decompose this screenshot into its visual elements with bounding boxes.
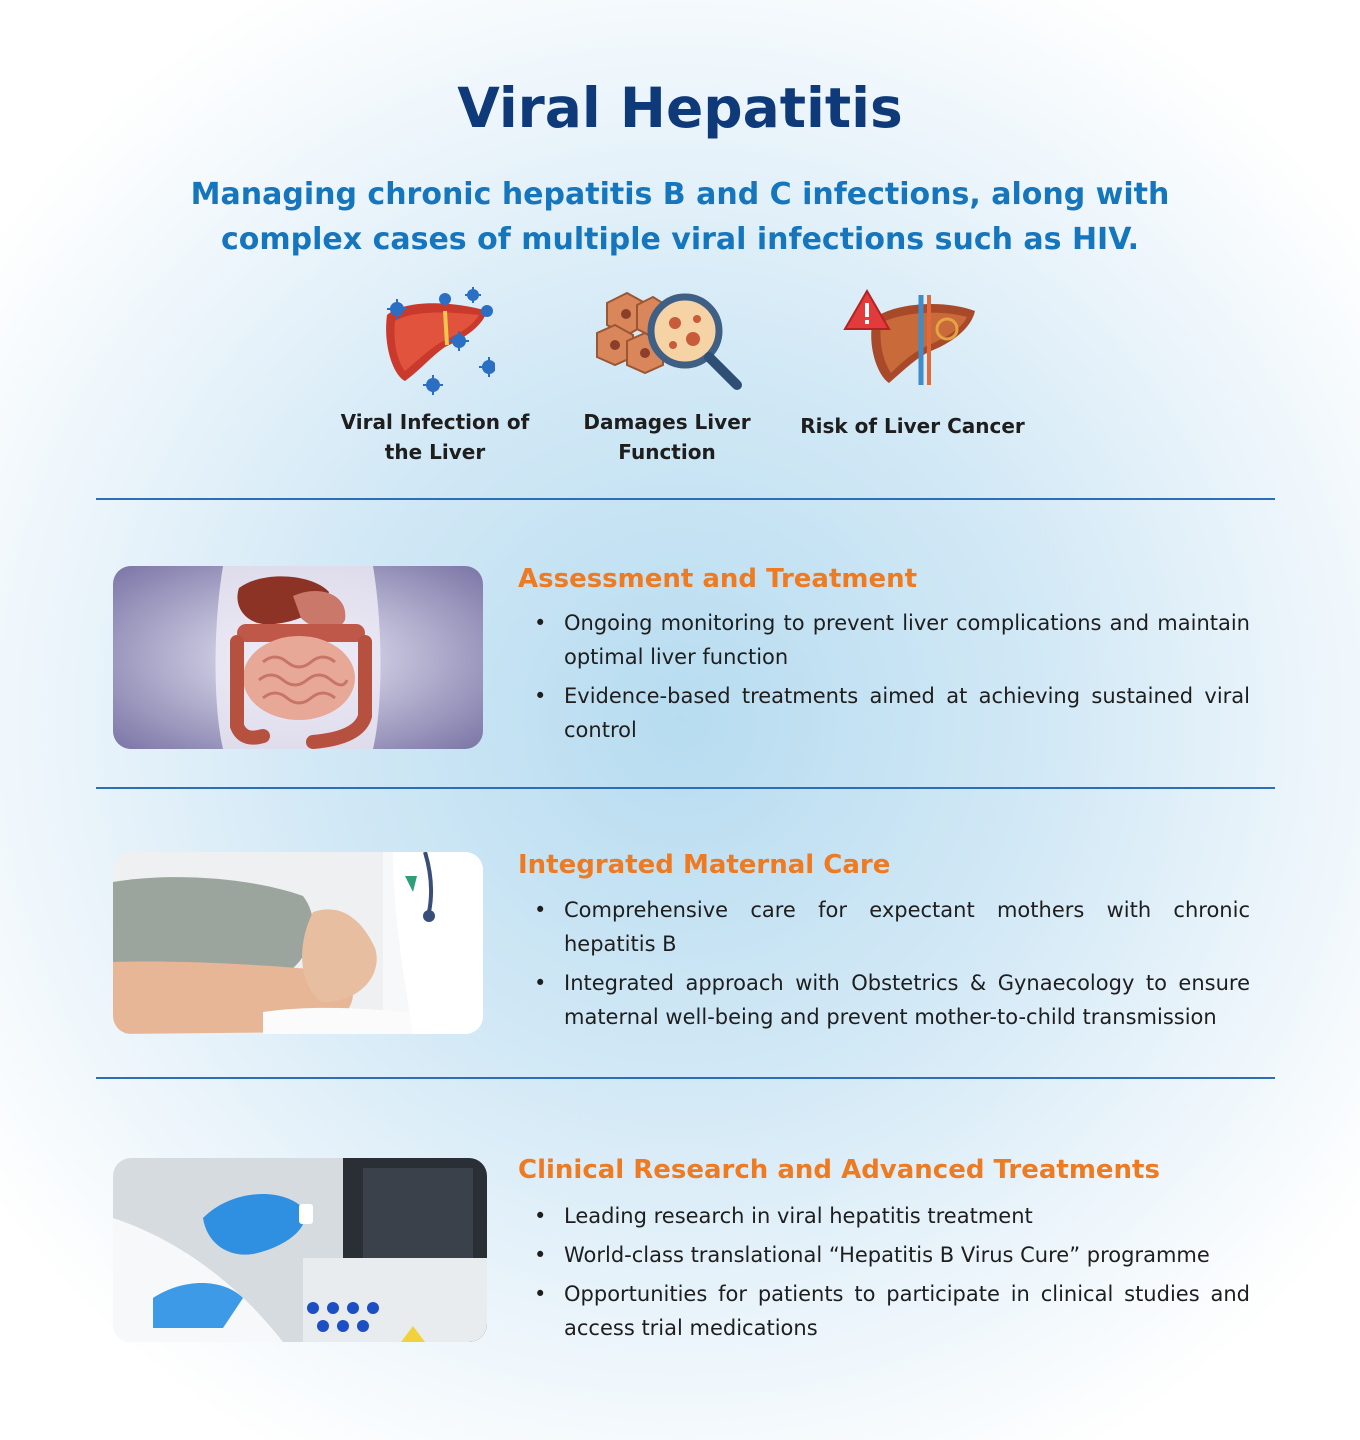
list-item: • Integrated approach with Obstetrics & Gynaecology to ensure maternal well-being and prevent mother-to-child transmission: [534, 966, 1250, 1034]
feature-label: Viral Infection of the Liver: [340, 410, 530, 464]
digestive-organs-image: [113, 566, 483, 749]
section-bullet-list: [534, 606, 1250, 752]
section-bullet-list: [534, 1199, 1250, 1350]
feature-viral-infection: [335, 285, 535, 467]
section-bullet-list: [534, 893, 1250, 1039]
list-item: • Leading research in viral hepatitis treatment: [534, 1199, 1250, 1233]
list-item: • Opportunities for patients to participate in clinical studies and access trial medications: [534, 1277, 1250, 1345]
feature-label: Risk of Liver Cancer: [800, 414, 1025, 438]
list-item: • Comprehensive care for expectant mothers with chronic hepatitis B: [534, 893, 1250, 961]
section-title: Clinical Research and Advanced Treatments: [518, 1155, 1160, 1185]
section-divider: [96, 1077, 1275, 1079]
liver-virus-icon: [375, 285, 495, 397]
list-item: • Evidence-based treatments aimed at achieving sustained viral control: [534, 679, 1250, 747]
page-title: Viral Hepatitis: [457, 76, 903, 140]
feature-label: Damages Liver Function: [583, 410, 751, 464]
lab-research-image: [113, 1158, 487, 1342]
feature-damages-liver: [572, 285, 762, 467]
pregnant-patient-doctor-image: [113, 852, 483, 1034]
feature-liver-cancer-risk: [795, 285, 1030, 441]
section-title: Integrated Maternal Care: [518, 850, 891, 880]
list-item: • Ongoing monitoring to prevent liver complications and maintain optimal liver function: [534, 606, 1250, 674]
liver-warning-icon: [843, 285, 983, 389]
liver-cells-magnifier-icon: [587, 285, 747, 397]
page-subtitle: Managing chronic hepatitis B and C infections, along with complex cases of multiple viral infections such as HIV.: [190, 177, 1170, 257]
section-divider: [96, 498, 1275, 500]
list-item: • World-class translational “Hepatitis B Virus Cure” programme: [534, 1238, 1250, 1272]
section-title: Assessment and Treatment: [518, 564, 918, 594]
section-divider: [96, 787, 1275, 789]
